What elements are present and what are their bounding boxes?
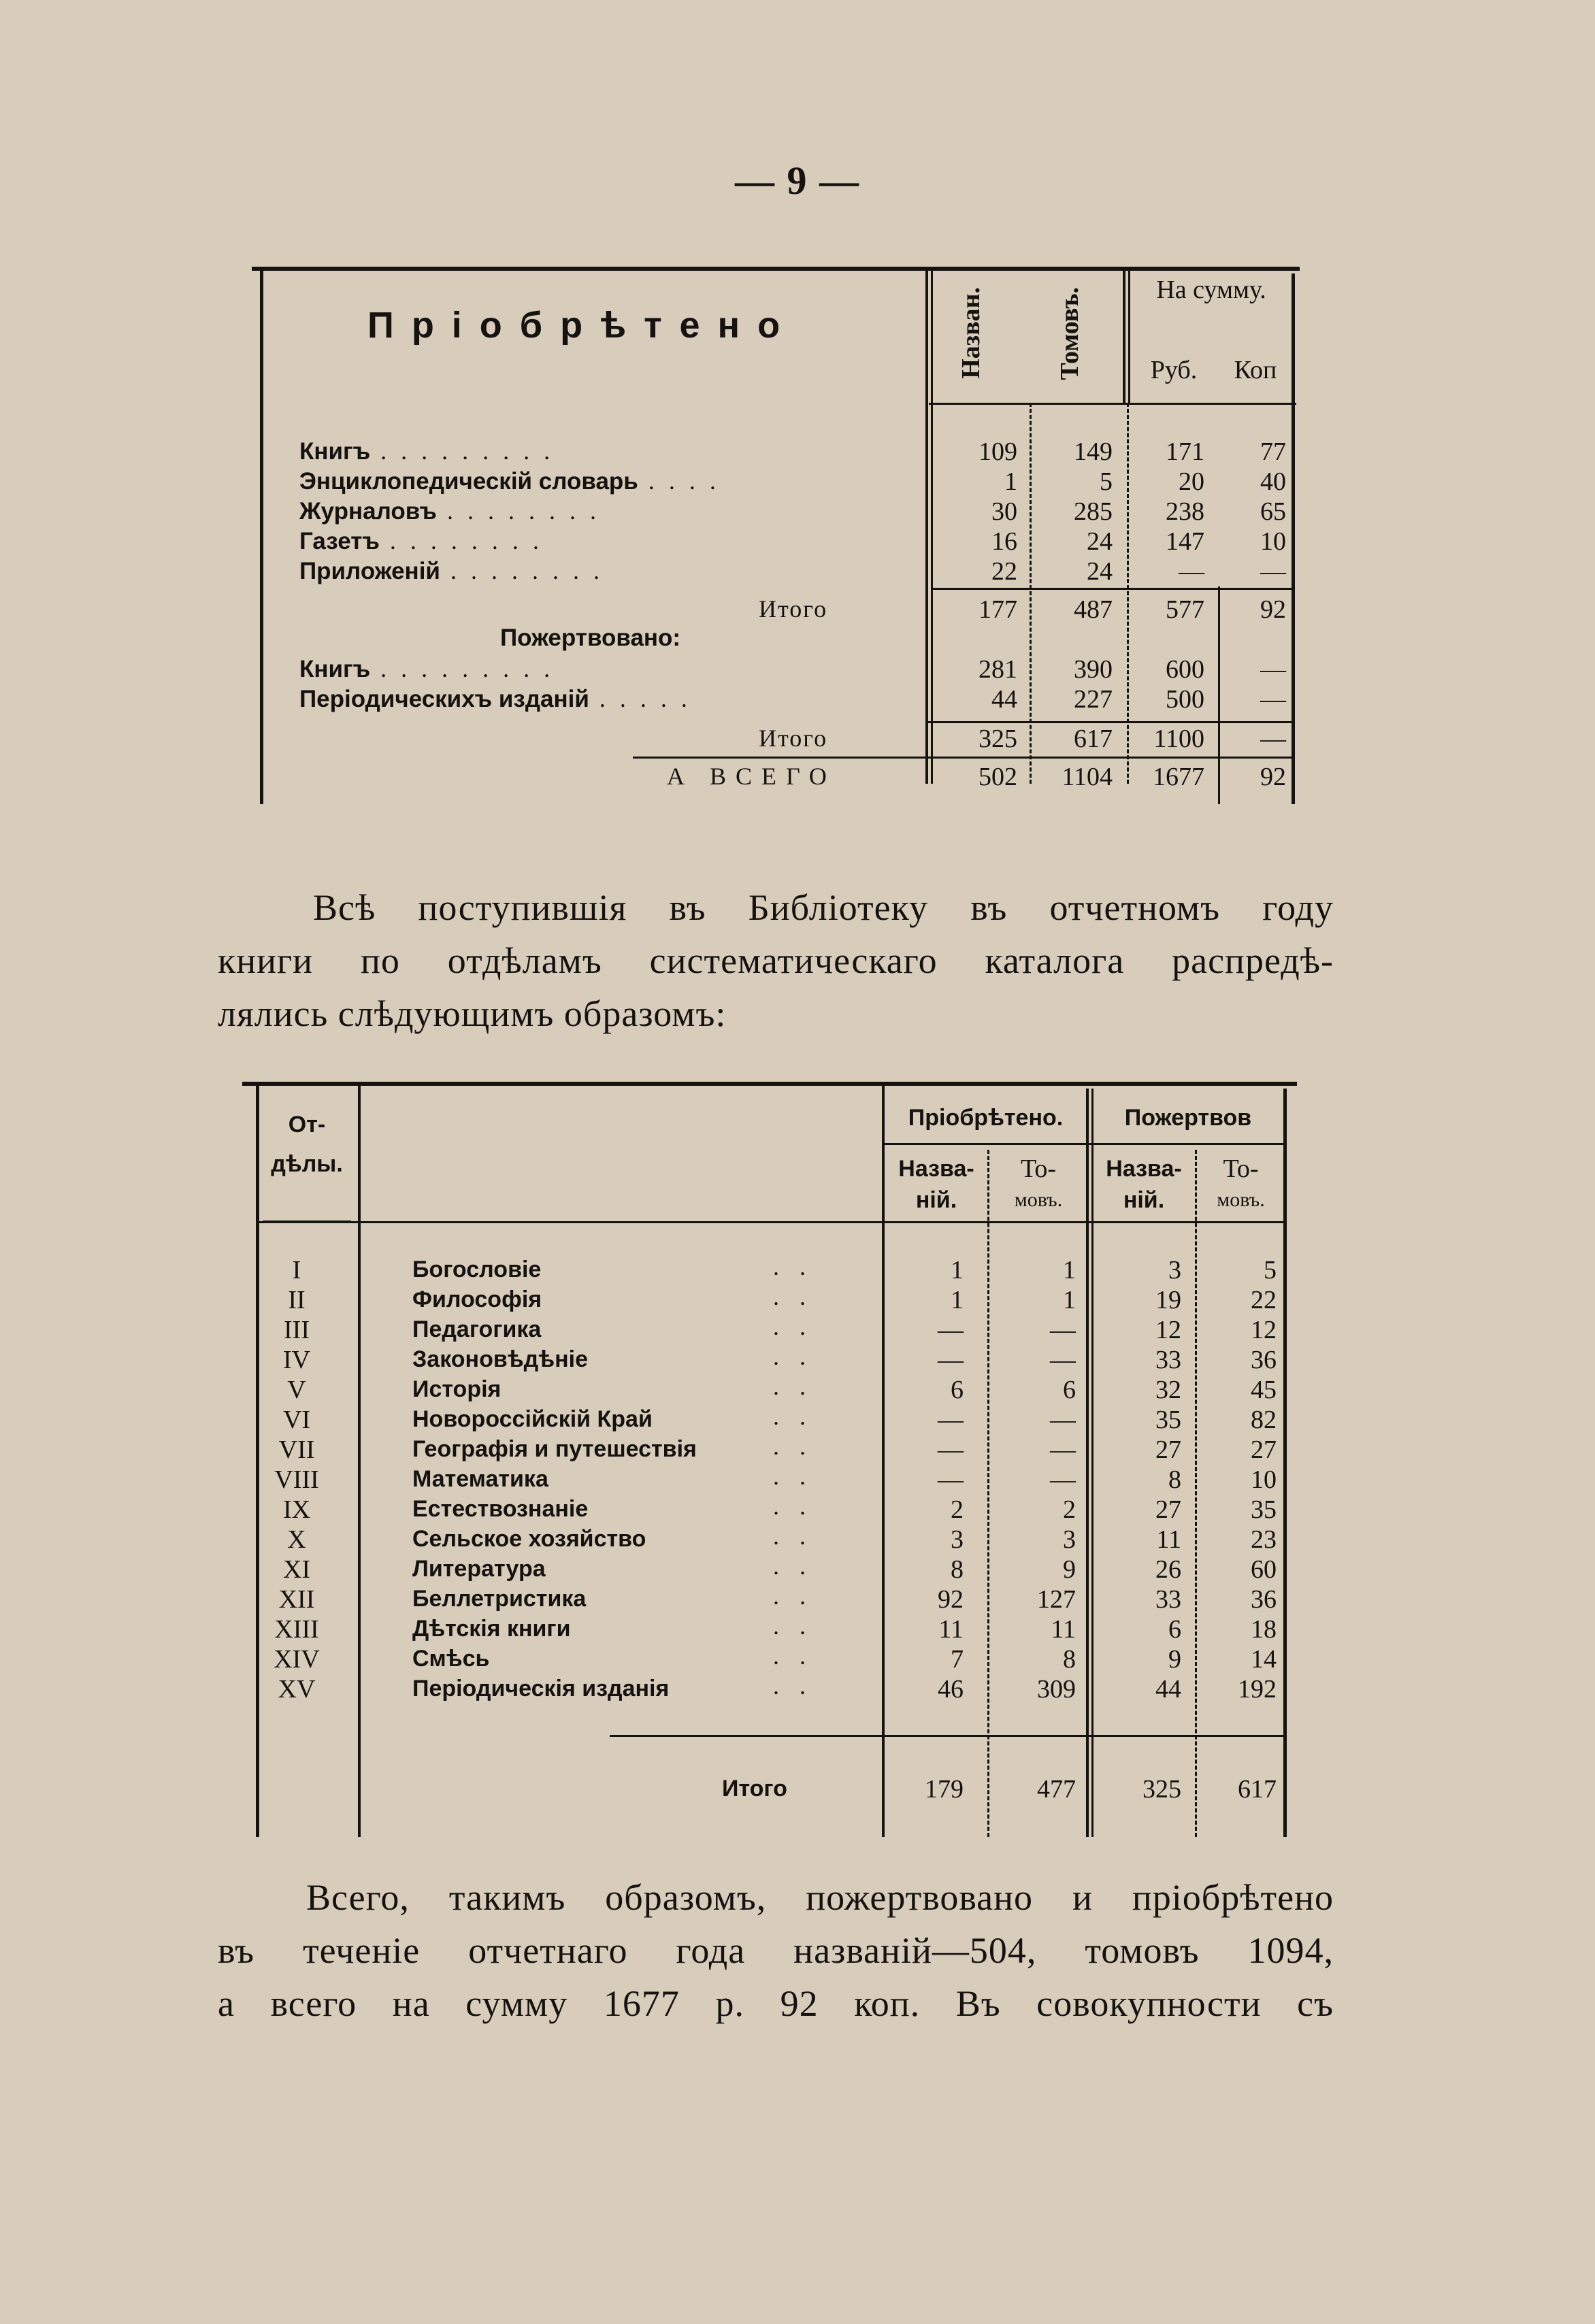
cell-acquired-nazv: 1	[951, 1286, 964, 1314]
cell-kop: 40	[1260, 467, 1286, 496]
leader-dots: ..	[773, 1433, 826, 1460]
section-name: Философія	[412, 1286, 542, 1312]
section-name: Беллетристика	[412, 1586, 587, 1612]
section-number: II	[288, 1286, 306, 1314]
table1-title: Пріобрѣтено	[367, 305, 798, 346]
table-row: Газетъ . . . . . . . .	[299, 527, 543, 554]
cell-rub: 171	[1166, 437, 1204, 466]
leader-dots: ..	[773, 1523, 826, 1550]
cell-donated-tomov: 192	[1238, 1675, 1277, 1704]
text-line: Всѣ поступившія въ Библіотеку въ отчетномъ году	[313, 887, 1334, 928]
header-donated: Пожертвов	[1124, 1105, 1252, 1131]
cell-donated-nazv: 33	[1155, 1346, 1181, 1374]
cell-acquired-nazv: 6	[951, 1376, 964, 1404]
cell-acquired-tomov: 8	[1063, 1645, 1076, 1674]
cell-acquired-tomov: —	[1050, 1346, 1076, 1374]
cell-nazv: 109	[979, 437, 1017, 466]
section-number: VIII	[274, 1465, 319, 1494]
cell-acquired-tomov: —	[1050, 1406, 1076, 1434]
text-line: Всего, такимъ образомъ, пожертвовано и пріобрѣтено	[306, 1877, 1334, 1918]
cell-donated-nazv: 12	[1155, 1316, 1181, 1344]
cell-donated-tomov: 60	[1251, 1555, 1277, 1584]
grand-total-label: А ВСЕГО	[667, 763, 836, 790]
cell-nazv: 44	[991, 685, 1017, 714]
cell-acquired-nazv: 1	[951, 1256, 964, 1284]
cell-acquired-tomov: 127	[1037, 1585, 1076, 1614]
section-number: VII	[278, 1435, 315, 1464]
cell-acquired-tomov: 6	[1063, 1376, 1076, 1404]
subtotal-label: Итого	[759, 725, 828, 752]
acquisition-summary-table	[252, 267, 1300, 804]
section-name: Смѣсь	[412, 1646, 490, 1672]
cell-donated-tomov: 35	[1251, 1495, 1277, 1524]
cell-donated-tomov: 82	[1251, 1406, 1277, 1434]
cell-donated-tomov: 36	[1251, 1346, 1277, 1374]
cell-nazv: 281	[979, 655, 1017, 684]
text-line: а всего на сумму 1677 р. 92 коп. Въ совокупности съ	[218, 1983, 1334, 2024]
cell-donated-nazv: 11	[1156, 1525, 1181, 1554]
cell-nazv: 502	[979, 763, 1017, 791]
cell-acquired-nazv: 3	[951, 1525, 964, 1554]
section-number: XIII	[274, 1615, 319, 1644]
subtotal-label: Итого	[759, 595, 828, 622]
section-number: XI	[282, 1555, 311, 1584]
cell-acquired-nazv: —	[938, 1346, 964, 1374]
table-row: Книгъ . . . . . . . . .	[299, 437, 555, 465]
cell-acquired-tomov: 9	[1063, 1555, 1076, 1584]
cell-acquired-nazv: 2	[951, 1495, 964, 1524]
cell-nazv: 16	[991, 527, 1017, 556]
cell-kop: 10	[1260, 527, 1286, 556]
cell-donated-nazv: 44	[1155, 1675, 1181, 1704]
cell-kop: —	[1260, 685, 1286, 714]
section-number: XII	[278, 1585, 315, 1614]
subheader-tomov-donated: То- мовъ.	[1217, 1155, 1265, 1211]
leader-dots: ..	[773, 1253, 826, 1280]
cell-tomov: 487	[1074, 595, 1113, 624]
cell-donated-tomov: 23	[1251, 1525, 1277, 1554]
cell-donated-nazv: 26	[1155, 1555, 1181, 1584]
cell-donated-nazv: 33	[1155, 1585, 1181, 1614]
cell-donated-tomov: 14	[1251, 1645, 1277, 1674]
cell-nazv: 22	[991, 557, 1017, 586]
cell-kop: —	[1260, 725, 1286, 753]
cell-acquired-tomov: 309	[1037, 1675, 1076, 1704]
cell-kop: 92	[1260, 763, 1286, 791]
leader-dots: ..	[773, 1672, 826, 1699]
section-name: Періодическія изданія	[412, 1676, 670, 1702]
section-number: IV	[282, 1346, 311, 1374]
leader-dots: ..	[773, 1283, 826, 1310]
cell-rub: 1100	[1153, 725, 1204, 753]
cell-kop: —	[1260, 557, 1286, 586]
cell-tomov: 285	[1074, 497, 1113, 526]
cell-acquired-tomov: 1	[1063, 1286, 1076, 1314]
cell-acquired-nazv: 8	[951, 1555, 964, 1584]
leader-dots: ..	[773, 1373, 826, 1400]
cell-tomov: 227	[1074, 685, 1113, 714]
section-number: V	[287, 1376, 306, 1404]
cell-acquired-tomov: 477	[1037, 1775, 1076, 1804]
leader-dots: ..	[773, 1612, 826, 1640]
cell-kop: 65	[1260, 497, 1286, 526]
cell-tomov: 390	[1074, 655, 1113, 684]
cell-kop: —	[1260, 655, 1286, 684]
cell-donated-nazv: 8	[1168, 1465, 1181, 1494]
section-number: XIV	[274, 1645, 320, 1674]
cell-nazv: 30	[991, 497, 1017, 526]
cell-acquired-tomov: —	[1050, 1435, 1076, 1464]
cell-tomov: 1104	[1062, 763, 1113, 791]
table-row: Журналовъ . . . . . . . .	[299, 497, 600, 525]
cell-acquired-tomov: —	[1050, 1465, 1076, 1494]
table-row: Періодическихъ изданій . . . . .	[299, 685, 691, 712]
cell-acquired-nazv: —	[938, 1465, 964, 1494]
section-number: I	[292, 1256, 301, 1284]
cell-acquired-nazv: —	[938, 1316, 964, 1344]
cell-rub: 238	[1166, 497, 1204, 526]
cell-acquired-nazv: 11	[938, 1615, 964, 1644]
col-header-tomov: Томовъ.	[1055, 287, 1084, 380]
cell-donated-nazv: 6	[1168, 1615, 1181, 1644]
leader-dots: ..	[773, 1582, 826, 1610]
cell-rub: 20	[1179, 467, 1204, 496]
section-name: Новороссійскій Край	[412, 1406, 653, 1432]
cell-tomov: 617	[1074, 725, 1113, 753]
section-number: X	[287, 1525, 306, 1554]
cell-donated-nazv: 3	[1168, 1256, 1181, 1284]
cell-donated-tomov: 22	[1251, 1286, 1277, 1314]
cell-acquired-nazv: 7	[951, 1645, 964, 1674]
col-header-nazv: Назван.	[957, 287, 985, 379]
leader-dots: ..	[773, 1493, 826, 1520]
text-line: книги по отдѣламъ систематическаго каталога распредѣ-	[218, 940, 1334, 981]
cell-kop: 77	[1260, 437, 1286, 466]
cell-tomov: 24	[1087, 557, 1113, 586]
subheader-nazv: Назва- ній.	[898, 1156, 974, 1213]
cell-tomov: 24	[1087, 527, 1113, 556]
cell-donated-tomov: 12	[1251, 1316, 1277, 1344]
col-header-kop: Коп	[1234, 356, 1277, 384]
section-name: Сельское хозяйство	[412, 1526, 646, 1552]
cell-rub: 500	[1166, 685, 1204, 714]
cell-kop: 92	[1260, 595, 1286, 624]
cell-nazv: 325	[979, 725, 1017, 753]
header-acquired: Пріобрѣтено.	[908, 1105, 1064, 1131]
table-row: Приложеній . . . . . . . .	[299, 557, 604, 584]
table-row: Книгъ . . . . . . . . .	[299, 655, 555, 682]
section-number: VI	[282, 1406, 311, 1434]
section-name: Педагогика	[412, 1316, 542, 1342]
donated-heading: Пожертвовано:	[500, 625, 681, 651]
cell-donated-tomov: 10	[1251, 1465, 1277, 1494]
section-name: Богословіе	[412, 1257, 542, 1282]
leader-dots: ..	[773, 1403, 826, 1430]
cell-donated-tomov: 36	[1251, 1585, 1277, 1614]
col-header-summa: На сумму.	[1156, 276, 1266, 304]
cell-acquired-nazv: 179	[925, 1775, 964, 1804]
cell-donated-nazv: 32	[1155, 1376, 1181, 1404]
cell-donated-tomov: 18	[1251, 1615, 1277, 1644]
paragraph-intro	[218, 881, 1334, 1040]
cell-donated-nazv: 325	[1142, 1775, 1181, 1804]
cell-tomov: 149	[1074, 437, 1113, 466]
col-header-rub: Руб.	[1150, 356, 1198, 384]
leader-dots: ..	[773, 1313, 826, 1340]
cell-acquired-tomov: 3	[1063, 1525, 1076, 1554]
catalog-sections-table	[242, 1082, 1297, 1837]
section-number: IX	[282, 1495, 311, 1524]
cell-nazv: 1	[1004, 467, 1017, 496]
cell-nazv: 177	[979, 595, 1017, 624]
section-name: Законовѣдѣніе	[412, 1346, 589, 1372]
subheader-nazv-donated: Назва- ній.	[1106, 1156, 1182, 1213]
section-name: Дѣтскія книги	[412, 1616, 571, 1642]
table-row: Энциклопедическій словарь . . . .	[299, 467, 720, 495]
cell-rub: —	[1179, 557, 1204, 586]
section-number: III	[284, 1316, 310, 1344]
leader-dots: ..	[773, 1463, 826, 1490]
paragraph-summary	[218, 1871, 1334, 2030]
leader-dots: ..	[773, 1343, 826, 1370]
section-name: Географія и путешествія	[412, 1436, 697, 1462]
cell-donated-nazv: 27	[1155, 1495, 1181, 1524]
cell-donated-nazv: 9	[1168, 1645, 1181, 1674]
subheader-tomov: То- мовъ.	[1014, 1155, 1063, 1211]
cell-acquired-nazv: 92	[938, 1585, 964, 1614]
cell-donated-nazv: 19	[1155, 1286, 1181, 1314]
cell-donated-nazv: 35	[1155, 1406, 1181, 1434]
cell-acquired-nazv: —	[938, 1406, 964, 1434]
cell-acquired-nazv: 46	[938, 1675, 964, 1704]
cell-donated-tomov: 617	[1238, 1775, 1277, 1804]
cell-donated-tomov: 5	[1264, 1256, 1277, 1284]
cell-acquired-tomov: 11	[1051, 1615, 1076, 1644]
cell-acquired-tomov: 2	[1063, 1495, 1076, 1524]
cell-donated-tomov: 27	[1251, 1435, 1277, 1464]
total-label: Итого	[722, 1776, 787, 1802]
page-number: — 9 —	[735, 159, 860, 203]
cell-rub: 577	[1166, 595, 1204, 624]
section-name: Математика	[412, 1466, 548, 1492]
cell-rub: 600	[1166, 655, 1204, 684]
text-line: лялись слѣдующимъ образомъ:	[218, 993, 727, 1034]
header-otdely: От- дѣлы.	[271, 1112, 343, 1177]
cell-acquired-tomov: —	[1050, 1316, 1076, 1344]
text-line: въ теченіе отчетнаго года названій—504, томовъ 1094,	[218, 1930, 1334, 1971]
cell-tomov: 5	[1100, 467, 1113, 496]
cell-acquired-tomov: 1	[1063, 1256, 1076, 1284]
leader-dots: ..	[773, 1553, 826, 1580]
section-name: Исторія	[412, 1376, 501, 1402]
cell-donated-nazv: 27	[1155, 1435, 1181, 1464]
section-name: Естествознаніе	[412, 1496, 589, 1522]
cell-rub: 147	[1166, 527, 1204, 556]
cell-rub: 1677	[1153, 763, 1204, 791]
section-number: XV	[278, 1675, 316, 1704]
section-name: Литература	[412, 1556, 546, 1582]
cell-acquired-nazv: —	[938, 1435, 964, 1464]
leader-dots: ..	[773, 1642, 826, 1670]
cell-donated-tomov: 45	[1251, 1376, 1277, 1404]
